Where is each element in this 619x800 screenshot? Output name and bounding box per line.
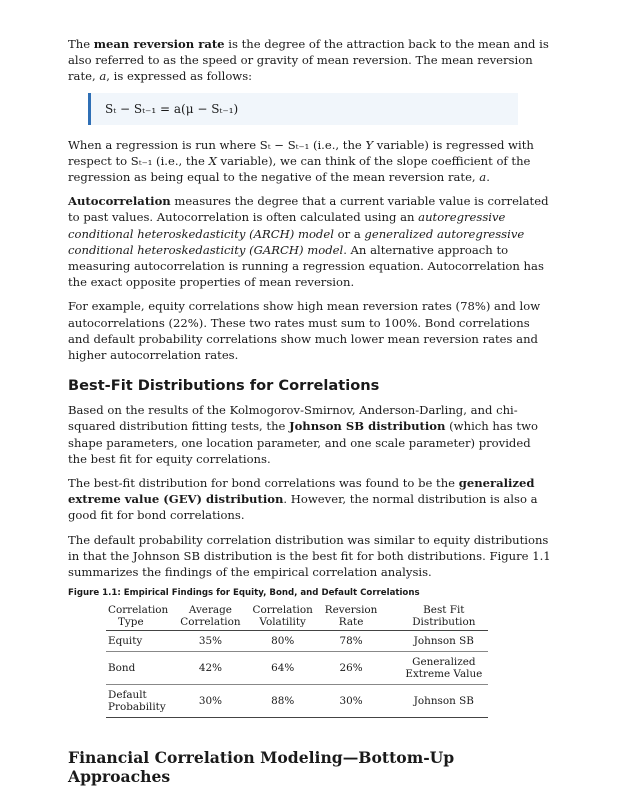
- header-average-correlation: Average Correlation: [174, 604, 246, 631]
- paragraph-regression: When a regression is run where Sₜ − Sₜ₋₁ (i.e., the Y variable) is regressed with respect to Sₜ₋₁ (i.e., the X variable), we can think of the slope coefficient of the regression as being equal to the negative of the mean reversion rate, a.: [68, 137, 534, 185]
- table-row: Default Probability 30% 88% 30% Johnson SB: [106, 685, 488, 718]
- paragraph-example: For example, equity correlations show high mean reversion rates (78%) and low autocorrelations (22%). These two rates must sum to 100%. Bond correlations and default probability correlations show much lower mean reversion rates and higher autocorrelation rates.: [68, 299, 541, 363]
- paragraph-mean-reversion: The mean reversion rate is the degree of the attraction back to the mean and is also referred to as the speed or gravity of mean reversion. The mean reversion rate, a, is expressed as follows:: [68, 37, 549, 84]
- table-header-row: [106, 604, 488, 631]
- header-correlation-volatility: Correlation Volatility: [247, 604, 319, 631]
- header-best-fit: Best Fit Distribution: [383, 604, 488, 631]
- paragraph-johnson-sb: Based on the results of the Kolmogorov-Smirnov, Anderson-Darling, and chi-squared distribution fitting tests, the Johnson SB distribution (which has two shape parameters, one location parameter, and one scale parameter) provided the best fit for equity correlations.: [68, 403, 538, 466]
- table-row: Equity 35% 80% 78% Johnson SB: [106, 631, 488, 652]
- document-page: [68, 36, 552, 786]
- findings-table: [106, 604, 488, 718]
- header-reversion-rate: Reversion Rate: [319, 604, 384, 631]
- paragraph-gev: The best-fit distribution for bond correlations was found to be the generalized extreme value (GEV) distribution. However, the normal distribution is also a good fit for bond correlations.: [68, 476, 538, 523]
- next-section-heading: Financial Correlation Modeling—Bottom-Up Approaches: [68, 748, 455, 787]
- header-correlation-type: Correlation Type: [106, 604, 174, 631]
- equation-box: [88, 93, 518, 125]
- paragraph-autocorrelation: Autocorrelation measures the degree that a current variable value is correlated to past values. Autocorrelation is often calculated using an autoregressive conditional heteroskedasticity (ARCH) model or a generalized autoregressive conditional heteroskedasticity (GARCH) model. An alternative approach to measuring autocorrelation is running a regression equation. Autocorrelation has the exact opposite properties of mean reversion.: [68, 194, 549, 290]
- table-row: Bond 42% 64% 26% Generalized Extreme Value: [106, 652, 488, 685]
- section-heading: Best-Fit Distributions for Correlations: [68, 377, 380, 395]
- equation: Sₜ − Sₜ₋₁ = a(μ − Sₜ₋₁): [105, 101, 239, 116]
- figure-caption: Figure 1.1: Empirical Findings for Equity, Bond, and Default Correlations: [68, 588, 420, 599]
- paragraph-default-probability: The default probability correlation distribution was similar to equity distributions in that the Johnson SB distribution is the best fit for both distributions. Figure 1.1 summarizes the findings of the empirical correlation analysis.: [68, 532, 551, 580]
